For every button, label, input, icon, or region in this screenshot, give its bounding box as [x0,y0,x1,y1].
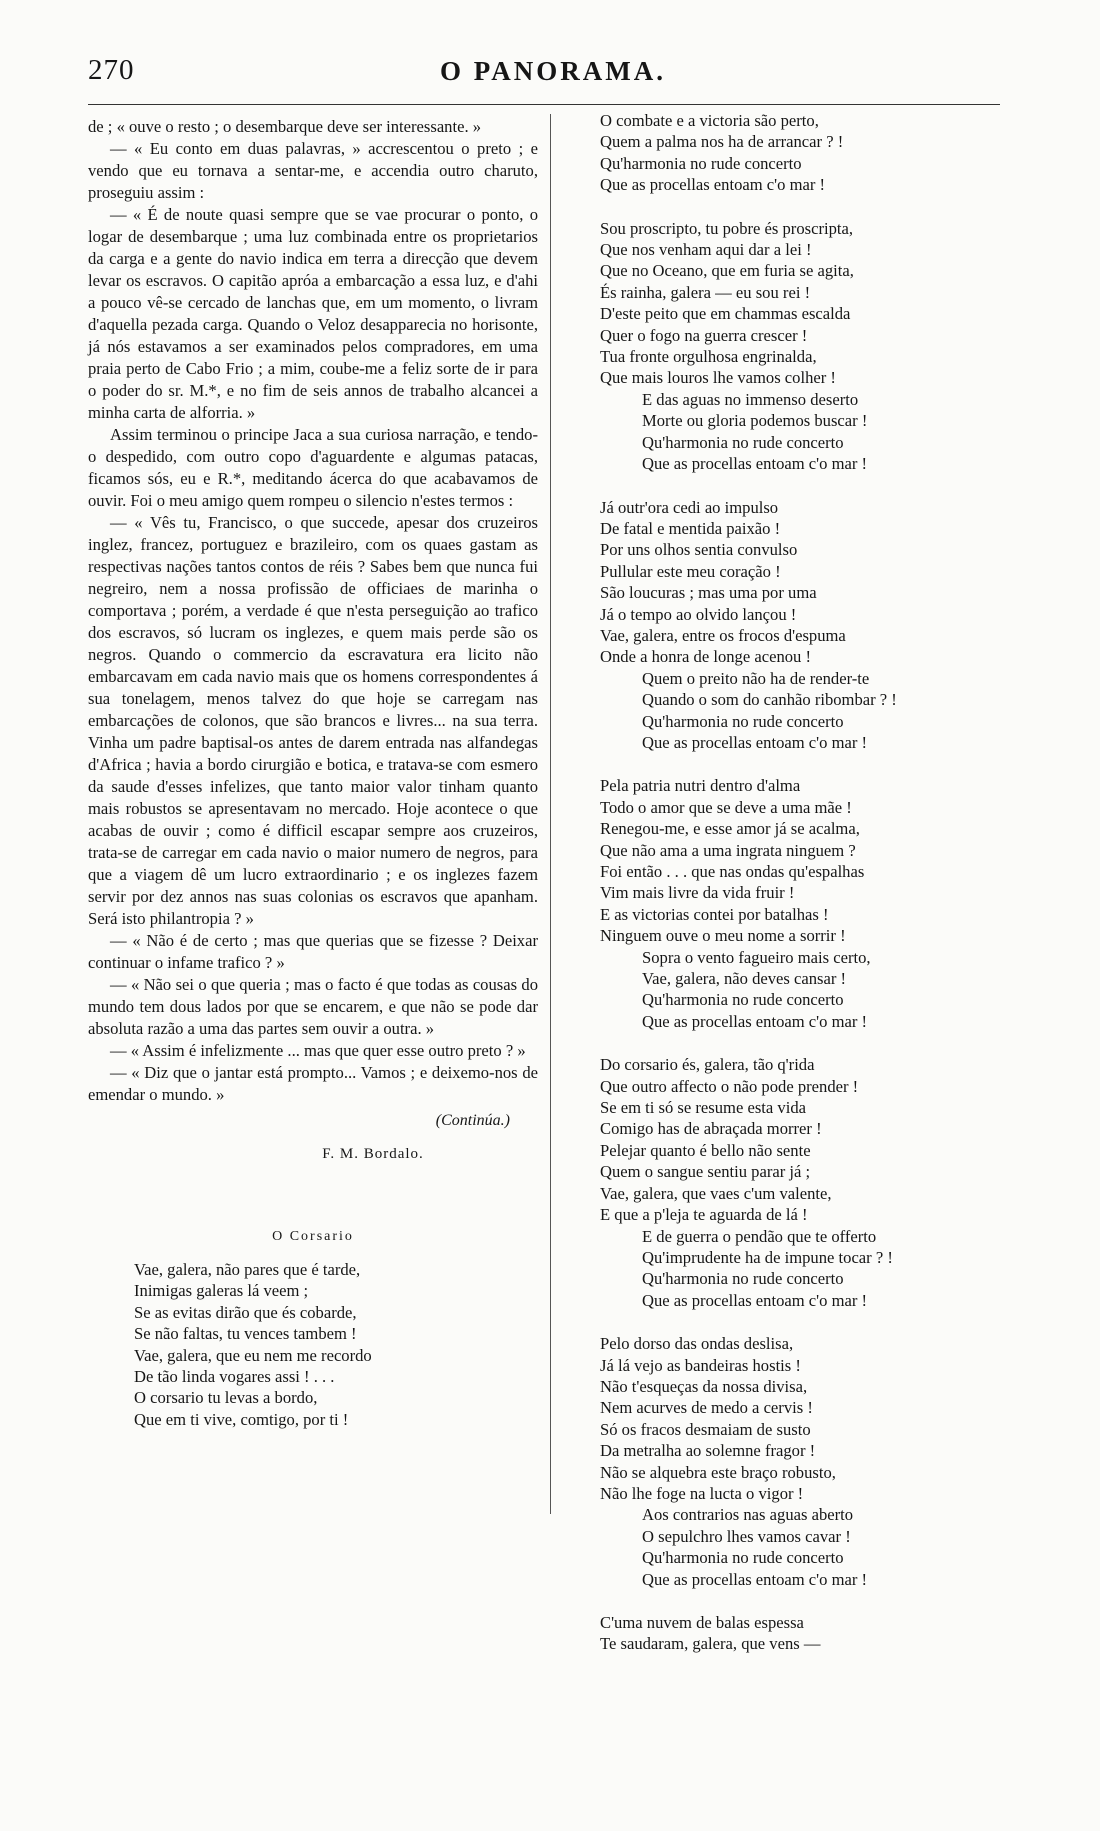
poem-line: Qu'harmonia no rude concerto [600,153,802,173]
poem-line: Já lá vejo as bandeiras hostis ! [600,1355,801,1375]
poem-stanza [600,775,1000,1032]
poem-line: Já outr'ora cedi ao impulso [600,497,779,517]
poem-refrain-line: Qu'harmonia no rude concerto [642,711,844,731]
poem-refrain-line: Que as procellas entoam c'o mar ! [642,1290,868,1310]
article-paragraph: Assim terminou o principe Jaca a sua curiosa narração, e tendo-o despedido, com outro copo d'aguardente e algumas patacas, ficamos sós, eu e R.*, meditando ácerca do que acabavamos de ouvir. Foi o meu amigo quem rompeu o silencio n'estes termos : [88,425,538,510]
poem-refrain-line: Aos contrarios nas aguas aberto [642,1505,854,1525]
poem-left-stanza [88,1259,538,1430]
poem-refrain-line: Qu'imprudente ha de impune tocar ? ! [642,1247,893,1267]
poem-refrain-line: Vae, galera, não deves cansar ! [642,969,847,989]
poem-line: Se em ti só se resume esta vida [600,1098,806,1118]
header-rule [88,104,1000,105]
poem-line: Comigo has de abraçada morrer ! [600,1119,822,1139]
poem-refrain-line: Quem o preito não ha de render-te [642,668,870,688]
poem-line: De tão linda vogares assi ! . . . [134,1367,335,1387]
article-paragraph: — « Eu conto em duas palavras, » accrescentou o preto ; e vendo que eu tornava a sentar-me, e accendia outro charuto, proseguiu assim : [88,139,538,202]
poem-line: Vim mais livre da vida fruir ! [600,883,795,903]
page-header [0,54,1100,94]
article-paragraph: — « Diz que o jantar está prompto... Vamos ; e deixemo-nos de emendar o mundo. » [88,1063,538,1104]
article-paragraph: — « É de noute quasi sempre que se vae procurar o ponto, o logar de desembarque ; uma luz combinada entre os proprietarios da carga e a gente do navio indica em terra a direcção que devem levar os escravos. O capitão apróa a embarcação a essa luz, e d'ahi a pouco vê-se cercado de lanchas que, em um momento, o livram d'aquella pezada carga. Quando o Veloz desapparecia no horisonte, já nós estavamos a ser examinados pelos compradores, em uma praia perto de Cabo Frio ; a mim, coube-me a feliz sorte de ir para o poder do sr. M.*, e no fim de seis annos de trabalho alcancei a minha carta de alforria. » [88,205,538,422]
article-paragraph: — « Não sei o que queria ; mas o facto é que todas as cousas do mundo tem dous lados por que se encarem, e que não se pode dar absoluta razão a uma das partes sem ouvir a outra. » [88,975,538,1038]
poem-line: Se as evitas dirão que és cobarde, [134,1302,357,1322]
poem-line: Renegou-me, e esse amor já se acalma, [600,819,860,839]
article-paragraph: — « Não é de certo ; mas que querias que se fizesse ? Deixar continuar o infame trafico ? » [88,931,538,972]
page-number: 270 [88,54,135,86]
poem-line: Inimigas galeras lá veem ; [134,1281,309,1301]
article-paragraph: — « Vês tu, Francisco, o que succede, apesar dos cruzeiros inglez, francez, portuguez e brazileiro, com os quaes gastam as respectivas nações tantos contos de réis ? Sabes bem que nunca fui negreiro, nem a nossa profissão de officiaes de marinha o comportava ; porém, a verdade é que n'esta perseguição ao trafico dos escravos, só lucram os inglezes, e quem mais perde são os negros. Quando o commercio da escravatura era licito não embarcavam em cada navio mais que os homens correspondentes á sua tonelagem, menos talvez do que hoje se carregam nas embarcações de colonos, que são brancos e livres... na sua terra. Vinha um padre baptisal-os antes de darem entrada nas alfandegas d'Africa ; havia a bordo cirurgião e botica, e tratava-se com esmero da saude d'esses infelizes, que tanto maior valor tinham quanto mais robustos se apresentavam no mercado. Hoje acontece o que acabas de ouvir ; como é difficil escapar sempre aos cruzeiros, trata-se de carregar em cada navio o maior numero de negros, para que a viagem dê um lucro extraordinario ; e os inglezes fazem servir por dez annos nas suas colonias os escravos que apanham. Será isto philantropia ? » [88,513,538,928]
poem-stanza [600,110,1000,196]
poem-refrain-line: Que as procellas entoam c'o mar ! [642,1569,868,1589]
article-body [88,116,538,1106]
poem-line: Que outro affecto o não pode prender ! [600,1076,859,1096]
poem-refrain-line: Qu'harmonia no rude concerto [642,1269,844,1289]
article-paragraph: — « Assim é infelizmente ... mas que quer esse outro preto ? » [110,1041,526,1060]
poem-refrain-line: Que as procellas entoam c'o mar ! [642,1011,868,1031]
author-signature: F. M. Bordalo. [322,1146,424,1162]
poem-line: Pelo dorso das ondas deslisa, [600,1334,794,1354]
poem-line: Onde a honra de longe acenou ! [600,647,812,667]
poem-line: Sou proscripto, tu pobre és proscripta, [600,218,854,238]
left-column [88,116,538,1430]
poem-line: C'uma nuvem de balas espessa [600,1613,804,1632]
running-title: O PANORAMA. [440,56,666,86]
poem-line: Todo o amor que se deve a uma mãe ! [600,797,852,817]
poem-title: O Corsario [272,1229,354,1244]
poem-line: Que as procellas entoam c'o mar ! [600,175,826,195]
poem-line: Do corsario és, galera, tão q'rida [600,1055,815,1075]
poem-refrain-line: Que as procellas entoam c'o mar ! [642,732,868,752]
poem-stanza [600,1333,1000,1590]
poem-line: Da metralha ao solemne fragor ! [600,1441,816,1461]
poem-line: Que nos venham aqui dar a lei ! [600,240,812,260]
poem-line: És rainha, galera — eu sou rei ! [600,282,811,302]
poem-line: Vae, galera, que vaes c'um valente, [600,1183,832,1203]
poem-line: Foi então . . . que nas ondas qu'espalhas [600,862,865,881]
poem-stanza [600,1612,1000,1655]
poem-line: Não se alquebra este braço robusto, [600,1462,836,1482]
poem-refrain-line: Quando o som do canhão ribombar ? ! [642,690,897,710]
poem-refrain-line: E das aguas no immenso deserto [642,389,859,409]
poem-line: Vae, galera, entre os frocos d'espuma [600,625,846,645]
poem-refrain-line: Sopra o vento fagueiro mais certo, [642,947,871,967]
poem-stanza [600,497,1000,754]
poem-line: Que não ama a uma ingrata ninguem ? [600,840,856,860]
poem-line: Quem a palma nos ha de arrancar ? ! [600,132,844,152]
poem-line: Que no Oceano, que em furia se agita, [600,261,854,281]
poem-line: D'este peito que em chammas escalda [600,304,851,324]
poem-line: Te saudaram, galera, que vens — [600,1634,821,1654]
poem-stanza [600,1054,1000,1311]
article-paragraph: de ; « ouve o resto ; o desembarque deve ser interessante. » [88,117,482,136]
poem-line: Que em ti vive, comtigo, por ti ! [134,1409,349,1429]
poem-line: Por uns olhos sentia convulso [600,540,798,560]
poem-line: Quer o fogo na guerra crescer ! [600,325,808,345]
poem-line: Se não faltas, tu vences tambem ! [134,1324,357,1344]
poem-refrain-line: Qu'harmonia no rude concerto [642,990,844,1010]
poem-line: São loucuras ; mas uma por uma [600,583,817,603]
poem-line: Ninguem ouve o meu nome a sorrir ! [600,926,846,946]
right-column [600,110,1000,1677]
poem-line: Que mais louros lhe vamos colher ! [600,368,836,388]
poem-refrain-line: Qu'harmonia no rude concerto [642,432,844,452]
poem-stanza [600,218,1000,475]
poem-line: Pela patria nutri dentro d'alma [600,776,801,796]
poem-refrain-line: O sepulchro lhes vamos cavar ! [642,1526,851,1546]
poem-line: O corsario tu levas a bordo, [134,1388,318,1408]
poem-line: Não t'esqueças da nossa divisa, [600,1376,808,1396]
poem-line: Vae, galera, que eu nem me recordo [134,1345,372,1365]
poem-line: De fatal e mentida paixão ! [600,518,781,538]
poem-line: Pullular este meu coração ! [600,561,781,581]
poem-line: Vae, galera, não pares que é tarde, [134,1260,361,1279]
poem-line: Nem acurves de medo a cervis ! [600,1398,813,1418]
poem-line: O combate e a victoria são perto, [600,111,819,130]
poem-line: Tua fronte orgulhosa engrinalda, [600,347,817,367]
poem-line: Já o tempo ao olvido lançou ! [600,604,797,624]
poem-refrain-line: E de guerra o pendão que te offerto [642,1226,877,1246]
continua-note: (Continúa.) [435,1112,510,1129]
poem-line: Pelejar quanto é bello não sente [600,1140,811,1160]
poem-refrain-line: Morte ou gloria podemos buscar ! [642,411,868,431]
poem-line: E que a p'leja te aguarda de lá ! [600,1205,808,1225]
column-divider [550,114,551,1514]
poem-line: E as victorias contei por batalhas ! [600,904,829,924]
poem-line: Quem o sangue sentiu parar já ; [600,1162,811,1182]
poem-line: Não lhe foge na lucta o vigor ! [600,1483,804,1503]
poem-line: Só os fracos desmaiam de susto [600,1419,811,1439]
poem-refrain-line: Qu'harmonia no rude concerto [642,1548,844,1568]
poem-refrain-line: Que as procellas entoam c'o mar ! [642,454,868,474]
